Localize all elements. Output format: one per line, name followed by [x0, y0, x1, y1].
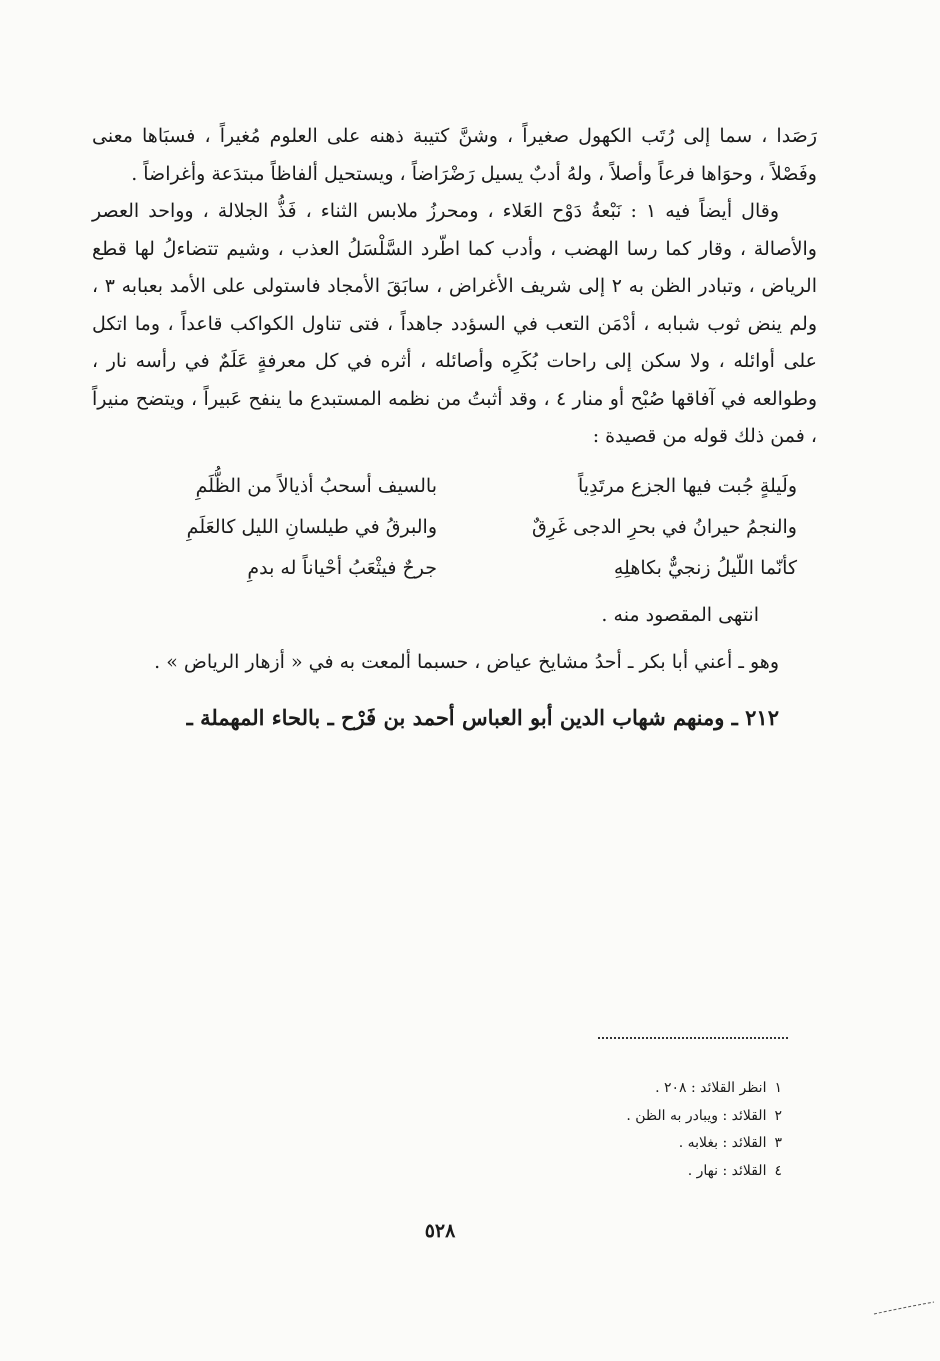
poem-verse: [107, 548, 797, 589]
footnote: [626, 1158, 782, 1186]
footnote: [626, 1130, 782, 1158]
footnote-number: ٣: [774, 1135, 782, 1151]
footnote-number: ٤: [774, 1162, 782, 1179]
poem-verse: [107, 466, 797, 507]
footnote-text: القلائد : نهار .: [687, 1162, 767, 1179]
footnote-text: انظر القلائد : ٢٠٨ .: [655, 1080, 767, 1096]
footnote: [626, 1075, 782, 1103]
verse-second-hemistich: والبرقُ في طيلسانِ الليل كالعَلَمِ: [186, 515, 437, 538]
footnote-text: القلائد : بغلابه .: [678, 1135, 767, 1151]
footnote-text: القلائد : ويبادر به الظن .: [626, 1107, 767, 1124]
paragraph-1: رَصَدا ، سما إلى رُتَب الكهول صغيراً ، وشنَّ كتيبة ذهنه على العلوم مُغيراً ، فسبَاها معنى وفَصْلاً ، وحوَاها فرعاً وأصلاً ، ولهُ أدبٌ يسيل رَضْرَاضاً ، ويستحيل ألفاظاً مبتدَعة وأغراضاً .: [92, 125, 817, 185]
poem-verse: [107, 507, 797, 548]
footnote: [626, 1103, 782, 1131]
verse-second-hemistich: جرحٌ فيثْعَبُ أحْياناً له بدمِ: [247, 556, 437, 579]
poem: [92, 466, 817, 635]
verse-first-hemistich: ولَيلةٍ جُبت فيها الجزع مرتَدِياً: [578, 474, 797, 497]
poem-end-note: انتهى المقصود منه .: [601, 603, 759, 626]
verse-first-hemistich: كأنّما اللّيلُ زنجيٌّ بكاهلِهِ: [613, 556, 797, 579]
page-body: [92, 118, 817, 759]
paragraph-2: وقال أيضاً فيه ١ : نَبْعةُ دَوْح العَلاء ، ومحرزُ ملابس الثناء ، فَذُّ الجلالة ، وواحد العصر والأصالة ، وقار كما رسا الهضب ، وأدب كما اطّرد السَّلْسَلُ العذب ، وشيم تتضاءلُ لها قطع الرياض ، وتبادر الظن به ٢ إلى شريف الأغراض ، سابَقَ الأمجاد فاستولى على الأمد بعبابه ٣ ، ولم ينض ثوب شبابه ، أدْمَن التعب في السؤدد جاهداً ، فتى تناول الكواكب قاعداً ، وما اتكل على أوائله ، ولا سكن إلى راحات بُكَرِه وأصائله ، أثره في كل معرفةٍ عَلَمٌ في رأسه نار ، وطوالعه في آفاقها صُبْح أو منار ٤ ، وقد أثبتُ من نظمه المستبدع ما ينفح عَبيراً ، ويتضح منيراً ، فمن ذلك قوله من قصيدة :: [92, 200, 818, 447]
page-number: ٥٢٨: [424, 1220, 456, 1242]
pen-stroke-mark: [872, 1300, 936, 1316]
footnote-number: ٢: [774, 1107, 782, 1124]
entry-heading: ٢١٢ ـ ومنهم شهاب الدين أبو العباس أحمد بن فَرْح ـ بالحاء المهملة ـ: [186, 704, 779, 730]
verse-first-hemistich: والنجمُ حيرانُ في بحرِ الدجى غَرِقٌ: [531, 515, 797, 538]
footnotes: [626, 1075, 782, 1185]
footnote-separator: [598, 1037, 788, 1039]
verse-second-hemistich: بالسيف أسحبُ أذيالاً من الظُّلَمِ: [195, 474, 437, 497]
paragraph-after-poem: وهو ـ أعني أبا بكر ـ أحدُ مشايخ عياض ، حسبما ألمعت به في « أزهار الرياض » .: [154, 651, 779, 673]
footnote-number: ١: [774, 1080, 782, 1096]
